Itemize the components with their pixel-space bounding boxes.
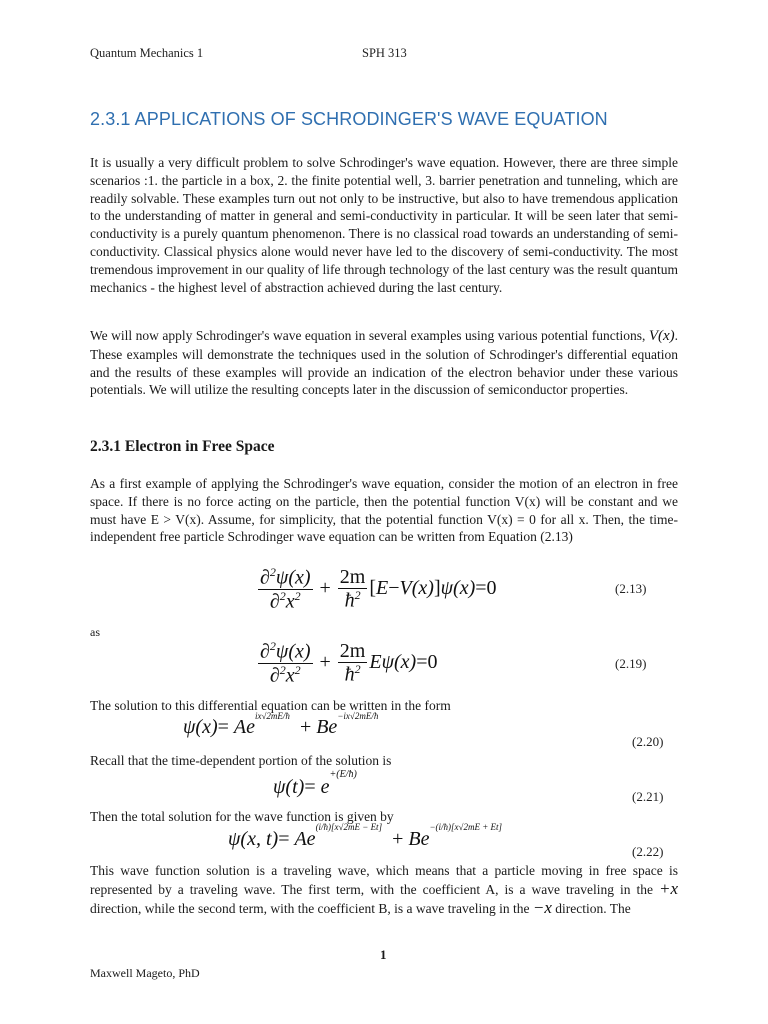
para2-before: We will now apply Schrodinger's wave equation in several examples using various potential functions, [90, 328, 646, 343]
intro-paragraph: It is usually a very difficult problem to solve Schrodinger's wave equation. However, there are three simple scenarios :1. the particle in a box, 2. the finite potential well, 3. barrier penetration and tunneling, which are readily solvable. These examples turn out not only to be instructive, but also to have tremendous application to the understanding of matter in general and semi-conductivity in particular. It will be seen later that semi-conductivity is a purely quantum phenomenon. There is no classical road towards an understanding of semi-conductivity. Classical physics alone would never have led to the discovery of semi-conductivity. The most tremendous improvement in our quality of life through technology of the last century was the result quantum mechanics - the highest level of abstraction achieved during the last century. [90, 155, 678, 295]
potential-symbol: V(x) [648, 328, 675, 344]
recall-text: Recall that the time-dependent portion of the solution is [90, 753, 392, 768]
para2-after: . These examples will demonstrate the techniques used in the solution of Schrodinger's differential equation and the results of these examples will provide an indication of the electron behavior under these various potentials. We will utilize the resulting concepts later in the discussion of semiconductor properties. [90, 328, 679, 398]
plus-x-symbol: +x [658, 878, 679, 898]
equation-2-20: $\psi(x)= Ae^{ix√2mE/ħ} + Be^{-ix√2mE/ħ}$ [183, 711, 379, 738]
second-paragraph [90, 327, 678, 399]
as-label: as [90, 625, 100, 639]
page-number: 1 [380, 947, 387, 962]
last-part1: This wave function solution is a traveling wave, which means that a particle moving in free space is represented by a traveling wave. The first term, with the coefficient A, is a wave traveling in the [90, 863, 678, 897]
equation-number-2-20: (2.20) [632, 734, 664, 749]
equation-2-13: $\frac{\partial^2\psi(x)}{\partial^2x^2}$ + $\frac{2m}{ħ^2}$ [E−V(x)]ψ(x)=0 [260, 565, 497, 613]
equation-2-21: $\psi(t)= e^{+(E/ħ)}$ [273, 769, 357, 798]
last-part3: direction. The [555, 900, 631, 916]
traveling-wave-paragraph [90, 862, 678, 917]
footer-author: Maxwell Mageto, PhD [90, 966, 200, 980]
header-course-title: Quantum Mechanics 1 [90, 46, 204, 60]
equation-number-2-19: (2.19) [615, 656, 647, 671]
equation-number-2-13: (2.13) [615, 581, 647, 596]
minus-x-symbol: −x [532, 897, 552, 917]
section-title: 2.3.1 APPLICATIONS OF SCHRODINGER'S WAVE EQUATION [90, 109, 608, 129]
solution-text: The solution to this differential equation can be written in the form [90, 698, 451, 713]
equation-2-19: $\frac{\partial^2\psi(x)}{\partial^2x^2}$ + $\frac{2m}{ħ^2}$ Eψ(x)=0 [260, 639, 438, 687]
header-course-code: SPH 313 [362, 46, 407, 60]
subsection-heading: 2.3.1 Electron in Free Space [90, 438, 275, 455]
free-space-paragraph: As a first example of applying the Schrodinger's wave equation, consider the motion of an electron in free space. If there is no force acting on the particle, then the potential function V(x) will be constant and we must have E > V(x). Assume, for simplicity, that the potential function V(x) = 0 for all x. Then, the time-independent free particle Schrodinger wave equation can be written from Equation (2.13) [90, 476, 678, 545]
last-part2: direction, while the second term, with the coefficient B, is a wave traveling in the [90, 900, 530, 916]
total-solution-text: Then the total solution for the wave function is given by [90, 809, 394, 824]
equation-2-22: ψ(x, $t)= Ae^{(i/ħ)[x√2mE - Et]} + Be^{-(i/ħ)[x√2mE + Et]}$ [228, 822, 503, 850]
equation-number-2-22: (2.22) [632, 844, 664, 859]
equation-number-2-21: (2.21) [632, 789, 664, 804]
